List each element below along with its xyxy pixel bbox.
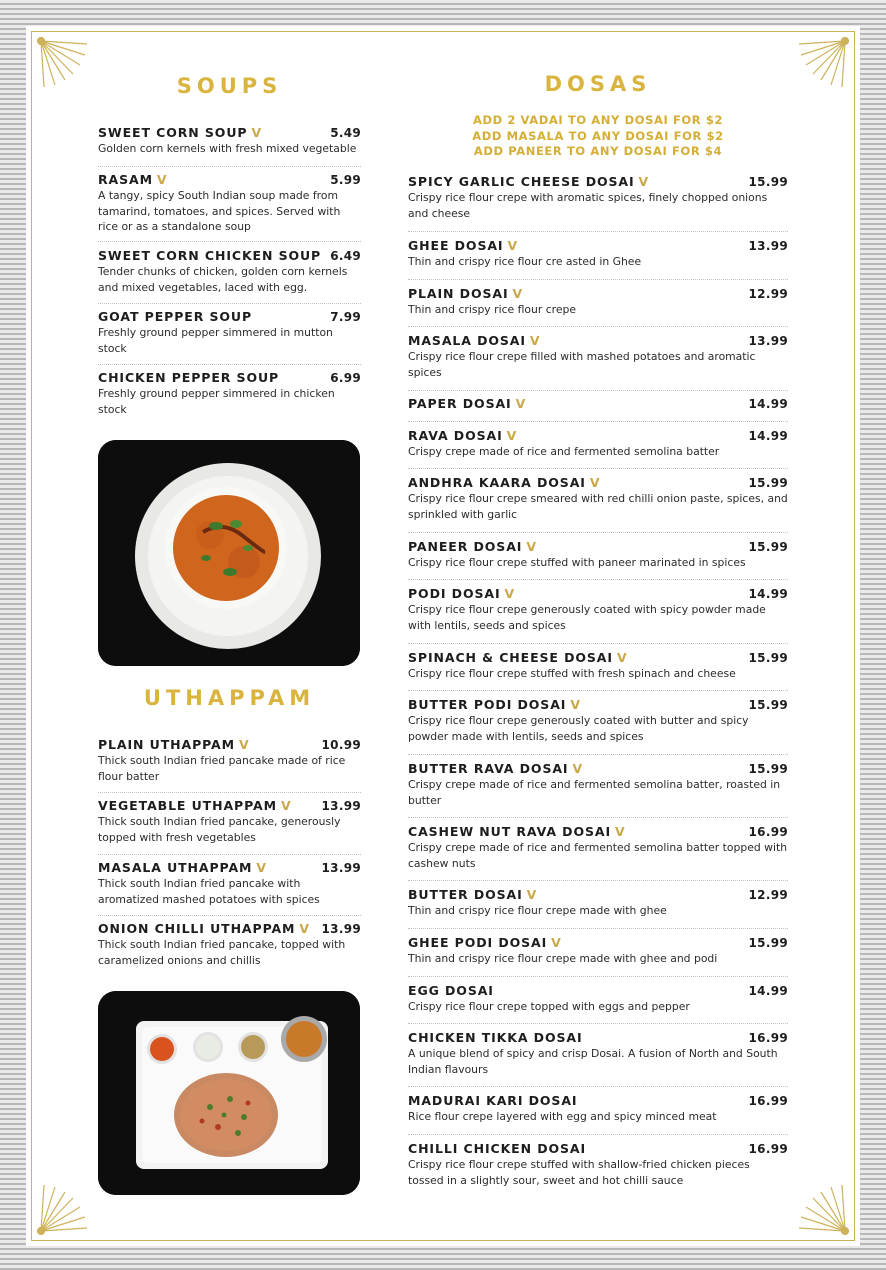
item-description: Crispy rice flour crepe generously coated with spicy powder made with lentils, seeds and spices <box>408 603 766 632</box>
item-divider <box>408 817 788 818</box>
veg-marker: V <box>512 286 524 301</box>
sunburst-corner-icon <box>30 1184 88 1242</box>
item-divider <box>408 579 788 580</box>
menu-item <box>98 248 361 295</box>
veg-marker: V <box>551 935 562 950</box>
item-price: 6.49 <box>330 249 361 263</box>
item-name: VEGETABLE UTHAPPAM V <box>98 798 292 813</box>
menu-item <box>98 860 361 907</box>
item-price: 12.99 <box>748 888 788 902</box>
item-name: CHILLI CHICKEN DOSAI <box>408 1141 587 1156</box>
item-divider <box>408 326 788 327</box>
item-divider <box>408 1023 788 1024</box>
menu-item <box>408 286 788 318</box>
item-price: 15.99 <box>748 175 788 189</box>
menu-item <box>408 1141 788 1188</box>
item-name: CASHEW NUT RAVA DOSAI V <box>408 824 626 839</box>
veg-marker: V <box>515 396 527 411</box>
item-price: 5.99 <box>330 173 361 187</box>
addon-line: ADD 2 VADAI TO ANY DOSAI FOR $2 <box>472 113 724 127</box>
item-divider <box>98 792 361 793</box>
soups-heading: SOUPS <box>176 74 283 98</box>
item-description: Crispy crepe made of rice and fermented semolina batter, roasted in butter <box>408 778 781 807</box>
item-description: Golden corn kernels with fresh mixed vegetable <box>98 142 357 155</box>
menu-item <box>98 737 361 784</box>
item-divider <box>98 241 361 242</box>
menu-item <box>408 333 788 380</box>
item-name: EGG DOSAI <box>408 983 494 998</box>
veg-marker: V <box>251 125 263 140</box>
veg-marker: V <box>299 921 310 936</box>
menu-item <box>98 172 361 235</box>
menu-item <box>408 650 788 682</box>
item-description: A tangy, spicy South Indian soup made from tamarind, tomatoes, and spices. Served with rice or as a standalone soup <box>98 189 341 233</box>
item-price: 15.99 <box>748 936 788 950</box>
item-price: 14.99 <box>748 984 788 998</box>
menu-item <box>408 935 788 967</box>
item-name: PAPER DOSAI V <box>408 396 527 411</box>
item-price: 13.99 <box>748 239 788 253</box>
item-description: Crispy rice flour crepe filled with mashed potatoes and aromatic spices <box>408 350 756 379</box>
item-divider <box>98 854 361 855</box>
item-description: Crispy rice flour crepe stuffed with paneer marinated in spices <box>408 556 746 569</box>
addon-line: ADD PANEER TO ANY DOSAI FOR $4 <box>473 144 723 158</box>
item-divider <box>408 279 788 280</box>
veg-marker: V <box>506 428 518 443</box>
menu-item <box>408 761 788 808</box>
item-name: PODI DOSAI V <box>408 586 516 601</box>
item-description: Thick south Indian fried pancake made of rice flour batter <box>98 754 346 783</box>
veg-marker: V <box>507 238 519 253</box>
menu-item <box>98 125 361 157</box>
veg-marker: V <box>280 798 292 813</box>
item-name: PANEER DOSAI V <box>408 539 537 554</box>
uthappam-heading: UTHAPPAM <box>143 686 316 710</box>
menu-item <box>98 309 361 356</box>
item-description: Freshly ground pepper simmered in chicken stock <box>98 387 335 416</box>
item-price: 15.99 <box>748 651 788 665</box>
item-name: MASALA DOSAI V <box>408 333 541 348</box>
item-name: GOAT PEPPER SOUP <box>98 309 253 324</box>
menu-item <box>408 1093 788 1125</box>
item-price: 13.99 <box>321 799 361 813</box>
item-description: Crispy rice flour crepe with aromatic spices, finely chopped onions and cheese <box>408 191 768 220</box>
item-name: CHICKEN PEPPER SOUP <box>98 370 280 385</box>
item-divider <box>408 468 788 469</box>
item-price: 14.99 <box>748 397 788 411</box>
item-price: 16.99 <box>748 1094 788 1108</box>
menu-item <box>408 174 788 221</box>
item-divider <box>408 690 788 691</box>
item-price: 10.99 <box>321 738 361 752</box>
item-name: MASALA UTHAPPAM V <box>98 860 267 875</box>
veg-marker: V <box>615 824 626 839</box>
veg-marker: V <box>529 333 541 348</box>
item-price: 6.99 <box>330 371 361 385</box>
item-divider <box>408 1134 788 1135</box>
item-divider <box>408 880 788 881</box>
item-description: Crispy rice flour crepe generously coated with butter and spicy powder made with lentils, seeds and spices <box>408 714 749 743</box>
item-divider <box>408 976 788 977</box>
item-name: SPICY GARLIC CHEESE DOSAI V <box>408 174 650 189</box>
item-description: Tender chunks of chicken, golden corn kernels and mixed vegetables, laced with egg. <box>98 265 348 294</box>
menu-item <box>408 428 788 460</box>
item-name: RAVA DOSAI V <box>408 428 518 443</box>
dosas-heading: DOSAS <box>544 72 652 96</box>
item-divider <box>408 390 788 391</box>
item-divider <box>408 231 788 232</box>
uthappam-photo <box>98 991 360 1195</box>
menu-item <box>98 370 361 417</box>
veg-marker: V <box>638 174 650 189</box>
menu-item <box>408 983 788 1015</box>
menu-item <box>408 238 788 270</box>
item-name: ONION CHILLI UTHAPPAM V <box>98 921 310 936</box>
item-price: 16.99 <box>748 1142 788 1156</box>
item-name: GHEE PODI DOSAI V <box>408 935 562 950</box>
item-price: 13.99 <box>748 334 788 348</box>
item-divider <box>408 532 788 533</box>
item-description: Crispy rice flour crepe stuffed with fresh spinach and cheese <box>408 667 736 680</box>
item-price: 14.99 <box>748 429 788 443</box>
item-description: Crispy crepe made of rice and fermented semolina batter <box>408 445 720 458</box>
item-price: 7.99 <box>330 310 361 324</box>
menu-item <box>408 697 788 744</box>
item-divider <box>98 166 361 167</box>
item-description: A unique blend of spicy and crisp Dosai. A fusion of North and South Indian flavours <box>408 1047 778 1076</box>
item-description: Thick south Indian fried pancake, topped with caramelized onions and chillis <box>98 938 346 967</box>
item-description: Rice flour crepe layered with egg and spicy minced meat <box>408 1110 717 1123</box>
menu-item <box>408 824 788 871</box>
item-price: 16.99 <box>748 1031 788 1045</box>
item-price: 14.99 <box>748 587 788 601</box>
veg-marker: V <box>256 860 267 875</box>
item-price: 13.99 <box>321 922 361 936</box>
item-name: PLAIN DOSAI V <box>408 286 524 301</box>
item-divider <box>408 421 788 422</box>
item-divider <box>408 928 788 929</box>
item-divider <box>408 754 788 755</box>
item-description: Thick south Indian fried pancake, generously topped with fresh vegetables <box>98 815 341 844</box>
item-divider <box>98 303 361 304</box>
sunburst-corner-icon <box>798 1184 856 1242</box>
veg-marker: V <box>238 737 250 752</box>
item-name: ANDHRA KAARA DOSAI V <box>408 475 601 490</box>
veg-marker: V <box>616 650 628 665</box>
item-name: SPINACH & CHEESE DOSAI V <box>408 650 628 665</box>
item-name: BUTTER PODI DOSAI V <box>408 697 581 712</box>
item-description: Thin and crispy rice flour crepe made with ghee and podi <box>408 952 718 965</box>
item-name: SWEET CORN SOUP V <box>98 125 263 140</box>
veg-marker: V <box>572 761 584 776</box>
item-price: 15.99 <box>748 540 788 554</box>
sunburst-corner-icon <box>30 30 88 88</box>
item-divider <box>408 1086 788 1087</box>
veg-marker: V <box>526 887 538 902</box>
item-description: Thin and crispy rice flour crepe made with ghee <box>408 904 667 917</box>
item-divider <box>408 643 788 644</box>
item-price: 16.99 <box>748 825 788 839</box>
item-name: RASAM V <box>98 172 168 187</box>
item-description: Crispy rice flour crepe stuffed with shallow-fried chicken pieces tossed in a slightly sour, sweet and hot chilli sauce <box>408 1158 750 1187</box>
item-description: Crispy crepe made of rice and fermented semolina batter topped with cashew nuts <box>408 841 788 870</box>
item-divider <box>98 915 361 916</box>
item-description: Crispy rice flour crepe smeared with red chilli onion paste, spices, and sprinkled with garlic <box>408 492 788 521</box>
item-name: BUTTER DOSAI V <box>408 887 538 902</box>
menu-item <box>98 798 361 845</box>
item-name: MADURAI KARI DOSAI <box>408 1093 578 1108</box>
item-price: 15.99 <box>748 698 788 712</box>
item-price: 15.99 <box>748 476 788 490</box>
item-description: Crispy rice flour crepe topped with eggs and pepper <box>408 1000 690 1013</box>
veg-marker: V <box>589 475 601 490</box>
item-name: PLAIN UTHAPPAM V <box>98 737 250 752</box>
item-name: GHEE DOSAI V <box>408 238 519 253</box>
soup-photo <box>98 440 360 666</box>
item-name: BUTTER RAVA DOSAI V <box>408 761 584 776</box>
veg-marker: V <box>526 539 537 554</box>
menu-item <box>408 887 788 919</box>
item-description: Thin and crispy rice flour crepe <box>408 303 576 316</box>
menu-page <box>26 26 860 1246</box>
item-price: 12.99 <box>748 287 788 301</box>
menu-item <box>98 921 361 968</box>
item-description: Thin and crispy rice flour cre asted in Ghee <box>408 255 642 268</box>
item-divider <box>98 364 361 365</box>
veg-marker: V <box>156 172 168 187</box>
item-name: SWEET CORN CHICKEN SOUP <box>98 248 322 263</box>
menu-item <box>408 539 788 571</box>
item-price: 15.99 <box>748 762 788 776</box>
item-name: CHICKEN TIKKA DOSAI <box>408 1030 583 1045</box>
veg-marker: V <box>570 697 581 712</box>
menu-item <box>408 1030 788 1077</box>
item-price: 5.49 <box>330 126 361 140</box>
item-price: 13.99 <box>321 861 361 875</box>
dosa-addons <box>408 113 788 160</box>
sunburst-corner-icon <box>798 30 856 88</box>
menu-item <box>408 475 788 522</box>
menu-item <box>408 586 788 633</box>
veg-marker: V <box>504 586 516 601</box>
item-description: Freshly ground pepper simmered in mutton stock <box>98 326 333 355</box>
item-description: Thick south Indian fried pancake with aromatized mashed potatoes with spices <box>98 877 320 906</box>
addon-line: ADD MASALA TO ANY DOSAI FOR $2 <box>472 128 724 143</box>
menu-item <box>408 396 788 412</box>
